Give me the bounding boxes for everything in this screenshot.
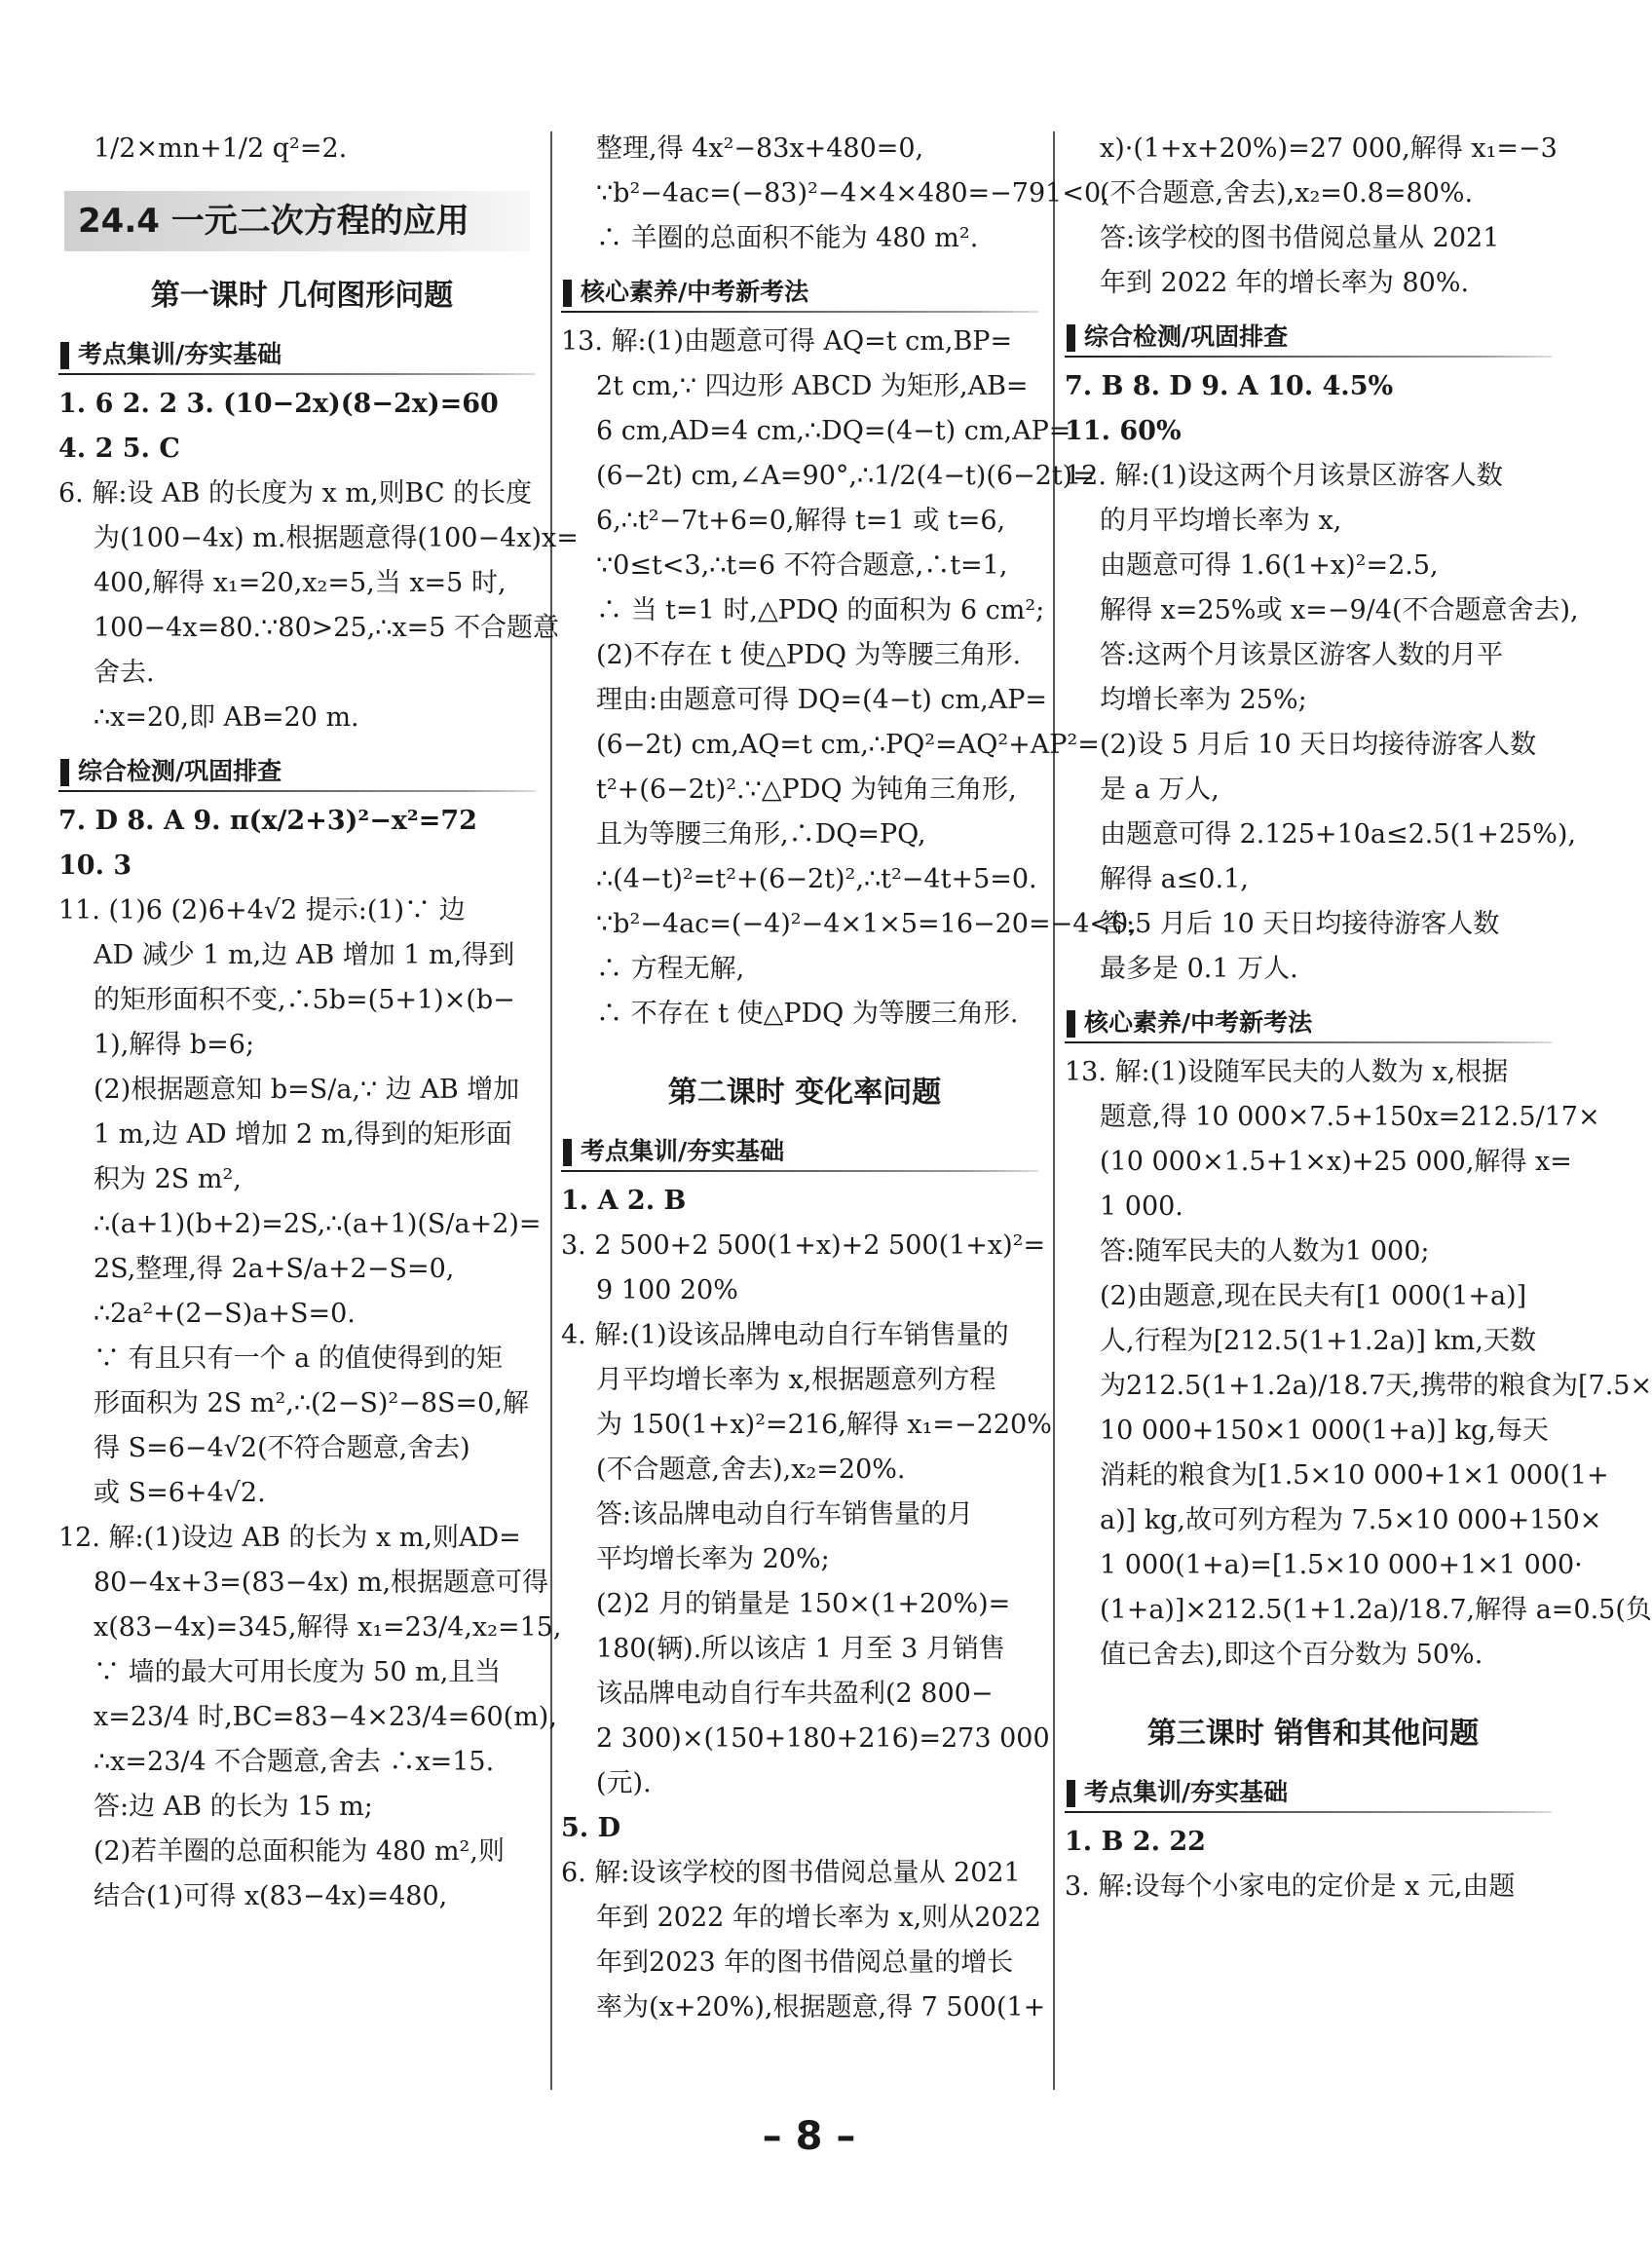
- answer-line: ∴ 方程无解,: [596, 954, 745, 984]
- answer-line: 形面积为 2S m²,∴(2−S)²−8S=0,解: [94, 1388, 529, 1418]
- answer-line: 答:该学校的图书借阅总量从 2021: [1100, 223, 1500, 253]
- answer-line: 13. 解:(1)由题意可得 AQ=t cm,BP=: [561, 326, 1013, 357]
- section-heading: 考点集训/夯实基础: [1065, 1773, 1561, 1812]
- page-number: – 8 –: [762, 2114, 856, 2159]
- answer-line: (2)由题意,现在民夫有[1 000(1+a)]: [1100, 1281, 1527, 1311]
- answer-line: (不合题意,舍去),x₂=20%.: [596, 1455, 906, 1485]
- answer-line: 2 300)×(150+180+216)=273 000: [596, 1723, 1050, 1754]
- answer-line: 舍去.: [94, 658, 155, 688]
- answer-line: x(83−4x)=345,解得 x₁=23/4,x₂=15,: [94, 1612, 562, 1643]
- answer-line: 2t cm,∵ 四边形 ABCD 为矩形,AB=: [596, 371, 1029, 401]
- answer-line: 结合(1)可得 x(83−4x)=480,: [94, 1881, 448, 1911]
- answer-line: (不合题意,舍去),x₂=0.8=80%.: [1100, 178, 1474, 208]
- answer-line: 12. 解:(1)设这两个月该景区游客人数: [1065, 461, 1503, 491]
- answer-line: 值已舍去),即这个百分数为 50%.: [1100, 1640, 1483, 1670]
- answer-line: 为(100−4x) m.根据题意得(100−4x)x=: [94, 523, 579, 553]
- answer-line: (2)不存在 t 使△PDQ 为等腰三角形.: [596, 640, 1022, 670]
- answer-line: 6,∴t²−7t+6=0,解得 t=1 或 t=6,: [596, 506, 1006, 536]
- answer-line: 人,行程为[212.5(1+1.2a)] km,天数: [1100, 1326, 1536, 1356]
- answer-line: 7. D 8. A 9. π(x/2+3)²−x²=72: [58, 806, 477, 836]
- answer-line: 答:5 月后 10 天日均接待游客人数: [1100, 909, 1500, 939]
- answer-line: 均增长率为 25%;: [1100, 685, 1307, 715]
- answer-line: 11. (1)6 (2)6+4√2 提示:(1)∵ 边: [58, 895, 466, 926]
- answer-line: ∵0≤t<3,∴t=6 不符合题意,∴t=1,: [596, 550, 1008, 581]
- answer-line: 1. A 2. B: [561, 1186, 687, 1216]
- answer-line: ∴ 不存在 t 使△PDQ 为等腰三角形.: [596, 999, 1019, 1029]
- answer-line: 整理,得 4x²−83x+480=0,: [596, 133, 924, 164]
- answer-line: 消耗的粮食为[1.5×10 000+1×1 000(1+: [1100, 1460, 1609, 1491]
- section-heading: 综合检测/巩固排查: [58, 752, 545, 791]
- answer-line: (元).: [596, 1768, 652, 1798]
- answer-line: (10 000×1.5+1×x)+25 000,解得 x=: [1100, 1147, 1572, 1177]
- answer-line: 是 a 万人,: [1100, 775, 1220, 805]
- answer-line: t²+(6−2t)².∵△PDQ 为钝角三角形,: [596, 775, 1017, 805]
- answer-line: 6. 解:设 AB 的长度为 x m,则BC 的长度: [58, 478, 533, 509]
- answer-line: 理由:由题意可得 DQ=(4−t) cm,AP=: [596, 685, 1047, 715]
- answer-line: 为 150(1+x)²=216,解得 x₁=−220%: [596, 1410, 1052, 1440]
- section-heading: 考点集训/夯实基础: [561, 1132, 1048, 1171]
- answer-line: 1. 6 2. 2 3. (10−2x)(8−2x)=60: [58, 389, 499, 419]
- answer-line: 答:该品牌电动自行车销售量的月: [596, 1499, 974, 1530]
- answer-line: 1),解得 b=6;: [94, 1030, 255, 1060]
- answer-line: (6−2t) cm,∠A=90°,∴1/2(4−t)(6−2t)=: [596, 461, 1095, 491]
- answer-line: 9 100 20%: [596, 1275, 738, 1305]
- answer-line: (1+a)]×212.5(1+1.2a)/18.7,解得 a=0.5(负: [1100, 1595, 1652, 1625]
- answer-line: 12. 解:(1)设边 AB 的长为 x m,则AD=: [58, 1523, 521, 1553]
- answer-line: ∵ 有且只有一个 a 的值使得到的矩: [94, 1343, 503, 1374]
- answer-line: 2S,整理,得 2a+S/a+2−S=0,: [94, 1254, 455, 1284]
- section-heading: 核心素养/中考新考法: [561, 273, 1048, 312]
- answer-line: 年到 2022 年的增长率为 80%.: [1100, 268, 1470, 298]
- section-heading: 核心素养/中考新考法: [1065, 1003, 1561, 1042]
- answer-line: 答:边 AB 的长为 15 m;: [94, 1792, 373, 1822]
- answer-line: 解得 a≤0.1,: [1100, 864, 1249, 894]
- answer-line: 100−4x=80.∵80>25,∴x=5 不合题意: [94, 613, 560, 643]
- answer-line: (6−2t) cm,AQ=t cm,∴PQ²=AQ²+AP²=: [596, 730, 1100, 760]
- answer-line: 3. 解:设每个小家电的定价是 x 元,由题: [1065, 1871, 1516, 1902]
- answer-line: 6 cm,AD=4 cm,∴DQ=(4−t) cm,AP=: [596, 416, 1071, 446]
- answer-line: 或 S=6+4√2.: [94, 1478, 266, 1508]
- answer-line: 4. 2 5. C: [58, 434, 180, 464]
- answer-line: 题意,得 10 000×7.5+150x=212.5/17×: [1100, 1102, 1600, 1132]
- answer-line: 由题意可得 2.125+10a≤2.5(1+25%),: [1100, 819, 1576, 850]
- answer-line: 最多是 0.1 万人.: [1100, 954, 1298, 984]
- answer-line: a)] kg,故可列方程为 7.5×10 000+150×: [1100, 1505, 1602, 1535]
- answer-line: ∴(4−t)²=t²+(6−2t)²,∴t²−4t+5=0.: [596, 864, 1037, 894]
- answer-line: 6. 解:设该学校的图书借阅总量从 2021: [561, 1858, 1021, 1888]
- answer-line: 4. 解:(1)设该品牌电动自行车销售量的: [561, 1320, 1009, 1350]
- answer-line: 400,解得 x₁=20,x₂=5,当 x=5 时,: [94, 568, 507, 598]
- answer-line: (2)设 5 月后 10 天日均接待游客人数: [1100, 730, 1537, 760]
- answer-line: ∴x=23/4 不合题意,舍去 ∴x=15.: [94, 1747, 495, 1777]
- answer-line: AD 减少 1 m,边 AB 增加 1 m,得到: [94, 940, 515, 970]
- answer-line: 1. B 2. 22: [1065, 1827, 1206, 1857]
- answer-line: 13. 解:(1)设随军民夫的人数为 x,根据: [1065, 1057, 1509, 1087]
- answer-line: 为212.5(1+1.2a)/18.7天,携带的粮食为[7.5×: [1100, 1371, 1652, 1401]
- answer-line: 1/2×mn+1/2 q²=2.: [94, 133, 348, 164]
- answer-line: 年到 2022 年的增长率为 x,则从2022: [596, 1903, 1041, 1933]
- lesson-title: 第三课时 销售和其他问题: [1146, 1717, 1480, 1751]
- answer-line: (2)2 月的销量是 150×(1+20%)=: [596, 1589, 1011, 1619]
- answer-line: ∵b²−4ac=(−4)²−4×1×5=16−20=−4<0,: [596, 909, 1137, 939]
- answer-line: (2)若羊圈的总面积能为 480 m²,则: [94, 1836, 505, 1867]
- answer-line: 积为 2S m²,: [94, 1164, 242, 1194]
- answer-line: ∴x=20,即 AB=20 m.: [94, 702, 359, 733]
- answer-line: 5. D: [561, 1813, 621, 1843]
- answer-line: ∴ 羊圈的总面积不能为 480 m².: [596, 223, 979, 253]
- answer-line: (2)根据题意知 b=S/a,∵ 边 AB 增加: [94, 1075, 520, 1105]
- answer-line: 10. 3: [58, 850, 132, 881]
- answer-line: 3. 2 500+2 500(1+x)+2 500(1+x)²=: [561, 1230, 1046, 1261]
- lesson-title: 第一课时 几何图形问题: [150, 279, 454, 313]
- answer-line: ∴ 当 t=1 时,△PDQ 的面积为 6 cm²;: [596, 595, 1045, 625]
- answer-line: 80−4x+3=(83−4x) m,根据题意可得: [94, 1568, 549, 1598]
- answer-line: ∴2a²+(2−S)a+S=0.: [94, 1299, 356, 1329]
- answer-line: 180(辆).所以该店 1 月至 3 月销售: [596, 1634, 1005, 1664]
- answer-line: 解得 x=25%或 x=−9/4(不合题意舍去),: [1100, 595, 1579, 625]
- answer-line: 该品牌电动自行车共盈利(2 800−: [596, 1679, 994, 1709]
- chapter-heading: 24.4 一元二次方程的应用: [64, 191, 530, 251]
- answer-line: 1 000(1+a)=[1.5×10 000+1×1 000·: [1100, 1550, 1583, 1580]
- answer-line: 1 m,边 AD 增加 2 m,得到的矩形面: [94, 1119, 512, 1150]
- column-divider: [550, 132, 552, 2090]
- lesson-title: 第二课时 变化率问题: [667, 1076, 942, 1110]
- answer-line: 11. 60%: [1065, 416, 1182, 446]
- section-heading: 考点集训/夯实基础: [58, 335, 545, 374]
- section-heading: 综合检测/巩固排查: [1065, 318, 1561, 357]
- answer-line: 的矩形面积不变,∴5b=(5+1)×(b−: [94, 985, 515, 1015]
- answer-line: 月平均增长率为 x,根据题意列方程: [596, 1365, 996, 1395]
- answer-line: 且为等腰三角形,∴DQ=PQ,: [596, 819, 926, 850]
- column-right: [1065, 127, 1652, 1909]
- answer-line: 1 000.: [1100, 1191, 1183, 1222]
- answer-line: 答:随军民夫的人数为1 000;: [1100, 1236, 1430, 1266]
- answer-line: ∴(a+1)(b+2)=2S,∴(a+1)(S/a+2)=: [94, 1209, 542, 1239]
- column-left: [58, 127, 579, 1919]
- answer-line: 得 S=6−4√2(不符合题意,舍去): [94, 1433, 470, 1463]
- answer-line: x=23/4 时,BC=83−4×23/4=60(m),: [94, 1702, 557, 1732]
- answer-line: 平均增长率为 20%;: [596, 1544, 830, 1574]
- answer-line: ∵ 墙的最大可用长度为 50 m,且当: [94, 1657, 502, 1687]
- answer-line: 由题意可得 1.6(1+x)²=2.5,: [1100, 550, 1439, 581]
- answer-line: 答:这两个月该景区游客人数的月平: [1100, 640, 1504, 670]
- answer-line: 年到2023 年的图书借阅总量的增长: [596, 1947, 1014, 1978]
- answer-line: ∵b²−4ac=(−83)²−4×4×480=−791<0,: [596, 178, 1109, 208]
- answer-line: 率为(x+20%),根据题意,得 7 500(1+: [596, 1992, 1046, 2022]
- answer-line: 10 000+150×1 000(1+a)] kg,每天: [1100, 1416, 1549, 1446]
- answer-line: 7. B 8. D 9. A 10. 4.5%: [1065, 371, 1394, 401]
- answer-line: 的月平均增长率为 x,: [1100, 506, 1342, 536]
- answer-line: x)·(1+x+20%)=27 000,解得 x₁=−3: [1100, 133, 1558, 164]
